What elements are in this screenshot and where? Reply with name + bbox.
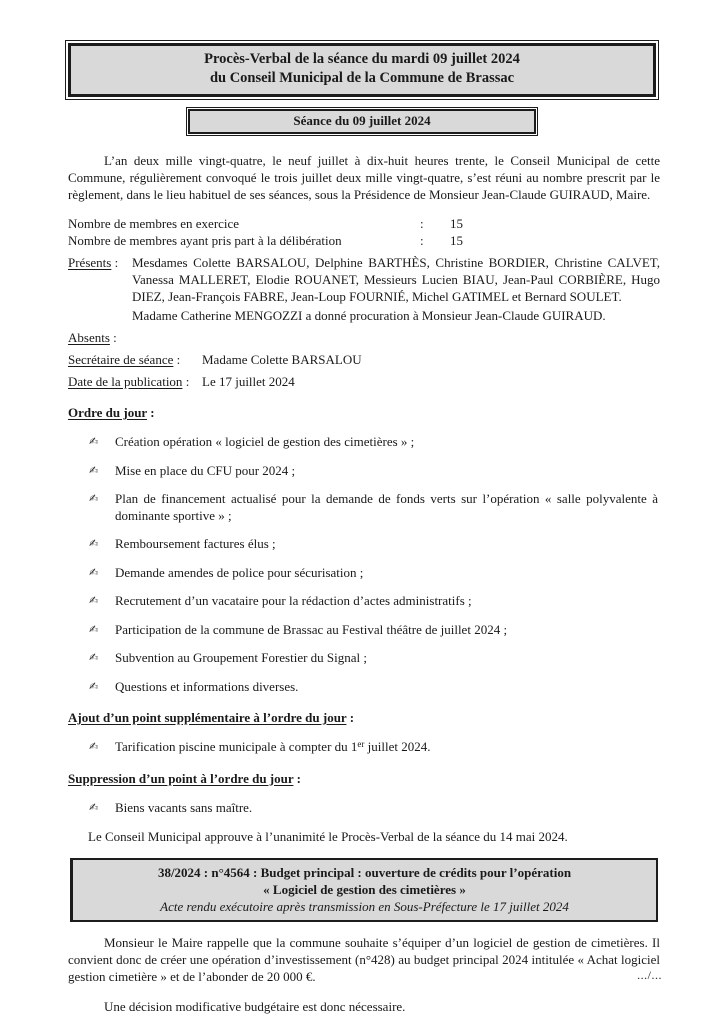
opening-paragraph: L’an deux mille vingt-quatre, le neuf juillet à dix-huit heures trente, le Conseil Municipal de cette Commune, régulièrement convoqué le trois juillet deux mille vingt-quatre, s’est réuni au nombre prescrit par le règlement, dans le lieu habituel de ses séances, sous la Présidence de Monsieur Jean-Claude GUIRAUD, Maire. xyxy=(68,153,660,202)
member-count-label: Nombre de membres en exercice xyxy=(68,216,240,231)
presents-row xyxy=(68,254,660,305)
agenda-item xyxy=(68,565,660,582)
session-banner-label: Séance du 09 juillet 2024 xyxy=(293,113,431,128)
removed-item-text: Biens vacants sans maître. xyxy=(115,799,253,815)
agenda-item xyxy=(68,650,660,667)
agenda-heading: Ordre du jour : xyxy=(68,405,155,420)
agenda-item-text: Questions et informations diverses. xyxy=(115,678,299,694)
hand-bullet-icon: ✍ xyxy=(89,565,99,579)
agenda-item-text: Recrutement d’un vacataire pour la rédaction d’actes administratifs ; xyxy=(115,593,472,608)
agenda-item-text: Subvention au Groupement Forestier du Signal ; xyxy=(115,650,368,665)
secretary-value: Madame Colette BARSALOU xyxy=(202,352,362,367)
agenda-item-text: Demande amendes de police pour sécurisation ; xyxy=(115,564,364,580)
session-banner xyxy=(186,107,538,136)
presents-label: Présents : xyxy=(68,255,119,270)
added-item-list xyxy=(68,739,660,756)
added-item xyxy=(68,739,660,756)
agenda-item xyxy=(68,536,660,553)
publication-date-row xyxy=(68,373,660,390)
deliberation-closing-paragraph: Une décision modificative budgétaire est donc nécessaire. xyxy=(104,999,406,1014)
member-count-separator: : xyxy=(420,232,424,248)
secretary-row xyxy=(68,351,660,368)
secretary-label: Secrétaire de séance : xyxy=(68,352,181,367)
agenda-item xyxy=(68,622,660,639)
publication-date-value: Le 17 juillet 2024 xyxy=(202,374,295,389)
added-item-text: Tarification piscine municipale à compter du 1er juillet 2024. xyxy=(115,739,431,754)
agenda-item-text: Mise en place du CFU pour 2024 ; xyxy=(115,462,296,478)
hand-bullet-icon: ✍ xyxy=(89,740,99,753)
member-count-label: Nombre de membres ayant pris part à la délibération xyxy=(68,232,342,248)
agenda-item xyxy=(68,491,660,524)
hand-bullet-icon: ✍ xyxy=(89,537,99,550)
hand-bullet-icon: ✍ xyxy=(89,651,99,664)
agenda-item xyxy=(68,434,660,451)
member-count-row xyxy=(68,216,660,233)
deliberation-subject: « Logiciel de gestion des cimetières » xyxy=(263,882,466,897)
approval-paragraph: Le Conseil Municipal approuve à l’unanimité le Procès-Verbal de la séance du 14 mai 2024. xyxy=(88,829,568,844)
publication-date-label: Date de la publication : xyxy=(68,374,190,389)
removed-item-heading: Suppression d’un point à l’ordre du jour : xyxy=(68,770,301,786)
procuration-note: Madame Catherine MENGOZZI a donné procuration à Monsieur Jean-Claude GUIRAUD. xyxy=(132,308,606,323)
document-title-line1: Procès-Verbal de la séance du mardi 09 juillet 2024 xyxy=(204,51,520,67)
removed-item xyxy=(68,800,660,817)
member-counts xyxy=(68,216,660,249)
member-count-value: 15 xyxy=(450,232,463,248)
title-box xyxy=(65,40,659,100)
absents-label: Absents : xyxy=(68,330,117,345)
agenda-item-text: Participation de la commune de Brassac au Festival théâtre de juillet 2024 ; xyxy=(115,621,508,637)
agenda-item-text: Création opération « logiciel de gestion des cimetières » ; xyxy=(115,434,415,449)
agenda-list xyxy=(68,434,660,695)
agenda-item xyxy=(68,679,660,696)
document-title-line2: du Conseil Municipal de la Commune de Brassac xyxy=(209,70,515,86)
agenda-item xyxy=(68,593,660,610)
hand-bullet-icon: ✍ xyxy=(89,594,99,607)
page-continuation-mark: .../... xyxy=(637,968,662,982)
agenda-item-text: Plan de financement actualisé pour la demande de fonds verts sur l’opération « salle polyvalente à dominante sportive » ; xyxy=(115,491,658,523)
hand-bullet-icon: ✍ xyxy=(89,800,99,814)
agenda-item xyxy=(68,463,660,480)
hand-bullet-icon: ✍ xyxy=(89,492,99,505)
deliberation-executory-note: Acte rendu exécutoire après transmission en Sous-Préfecture le 17 juillet 2024 xyxy=(160,899,569,914)
deliberation-header-box xyxy=(70,858,658,922)
deliberation-body-paragraph: Monsieur le Maire rappelle que la commune souhaite s’équiper d’un logiciel de gestion de cimetières. Il convient donc de créer une opération d’investissement (n°428) au budget principal 2024 intitulée « Achat logiciel gestion cimetière » et de l’abonder de 20 000 €. xyxy=(68,935,660,984)
hand-bullet-icon: ✍ xyxy=(89,679,99,693)
hand-bullet-icon: ✍ xyxy=(89,622,99,636)
removed-item-list xyxy=(68,800,660,817)
added-item-heading: Ajout d’un point supplémentaire à l’ordre du jour : xyxy=(68,710,355,725)
presents-names: Mesdames Colette BARSALOU, Delphine BARTHÈS, Christine BORDIER, Christine CALVET, Vanessa MALLERET, Elodie ROUANET, Messieurs Lucien BIAU, Jean-Paul CORBIÈRE, Hugo DIEZ, Jean-François FABRE, Jean-Loup FOURNIÉ, Michel GATIMEL et Bernard SOULET. xyxy=(132,255,660,304)
deliberation-reference: 38/2024 : n°4564 : Budget principal : ouverture de crédits pour l’opération xyxy=(157,865,572,880)
hand-bullet-icon: ✍ xyxy=(89,463,99,477)
member-count-row xyxy=(68,233,660,250)
member-count-value: 15 xyxy=(450,216,463,231)
agenda-item-text: Remboursement factures élus ; xyxy=(115,536,276,551)
hand-bullet-icon: ✍ xyxy=(89,435,99,448)
session-banner-inner xyxy=(188,109,536,134)
title-box-inner xyxy=(68,43,656,97)
member-count-separator: : xyxy=(420,216,424,231)
document-body xyxy=(68,152,660,1015)
absents-row xyxy=(68,329,660,346)
